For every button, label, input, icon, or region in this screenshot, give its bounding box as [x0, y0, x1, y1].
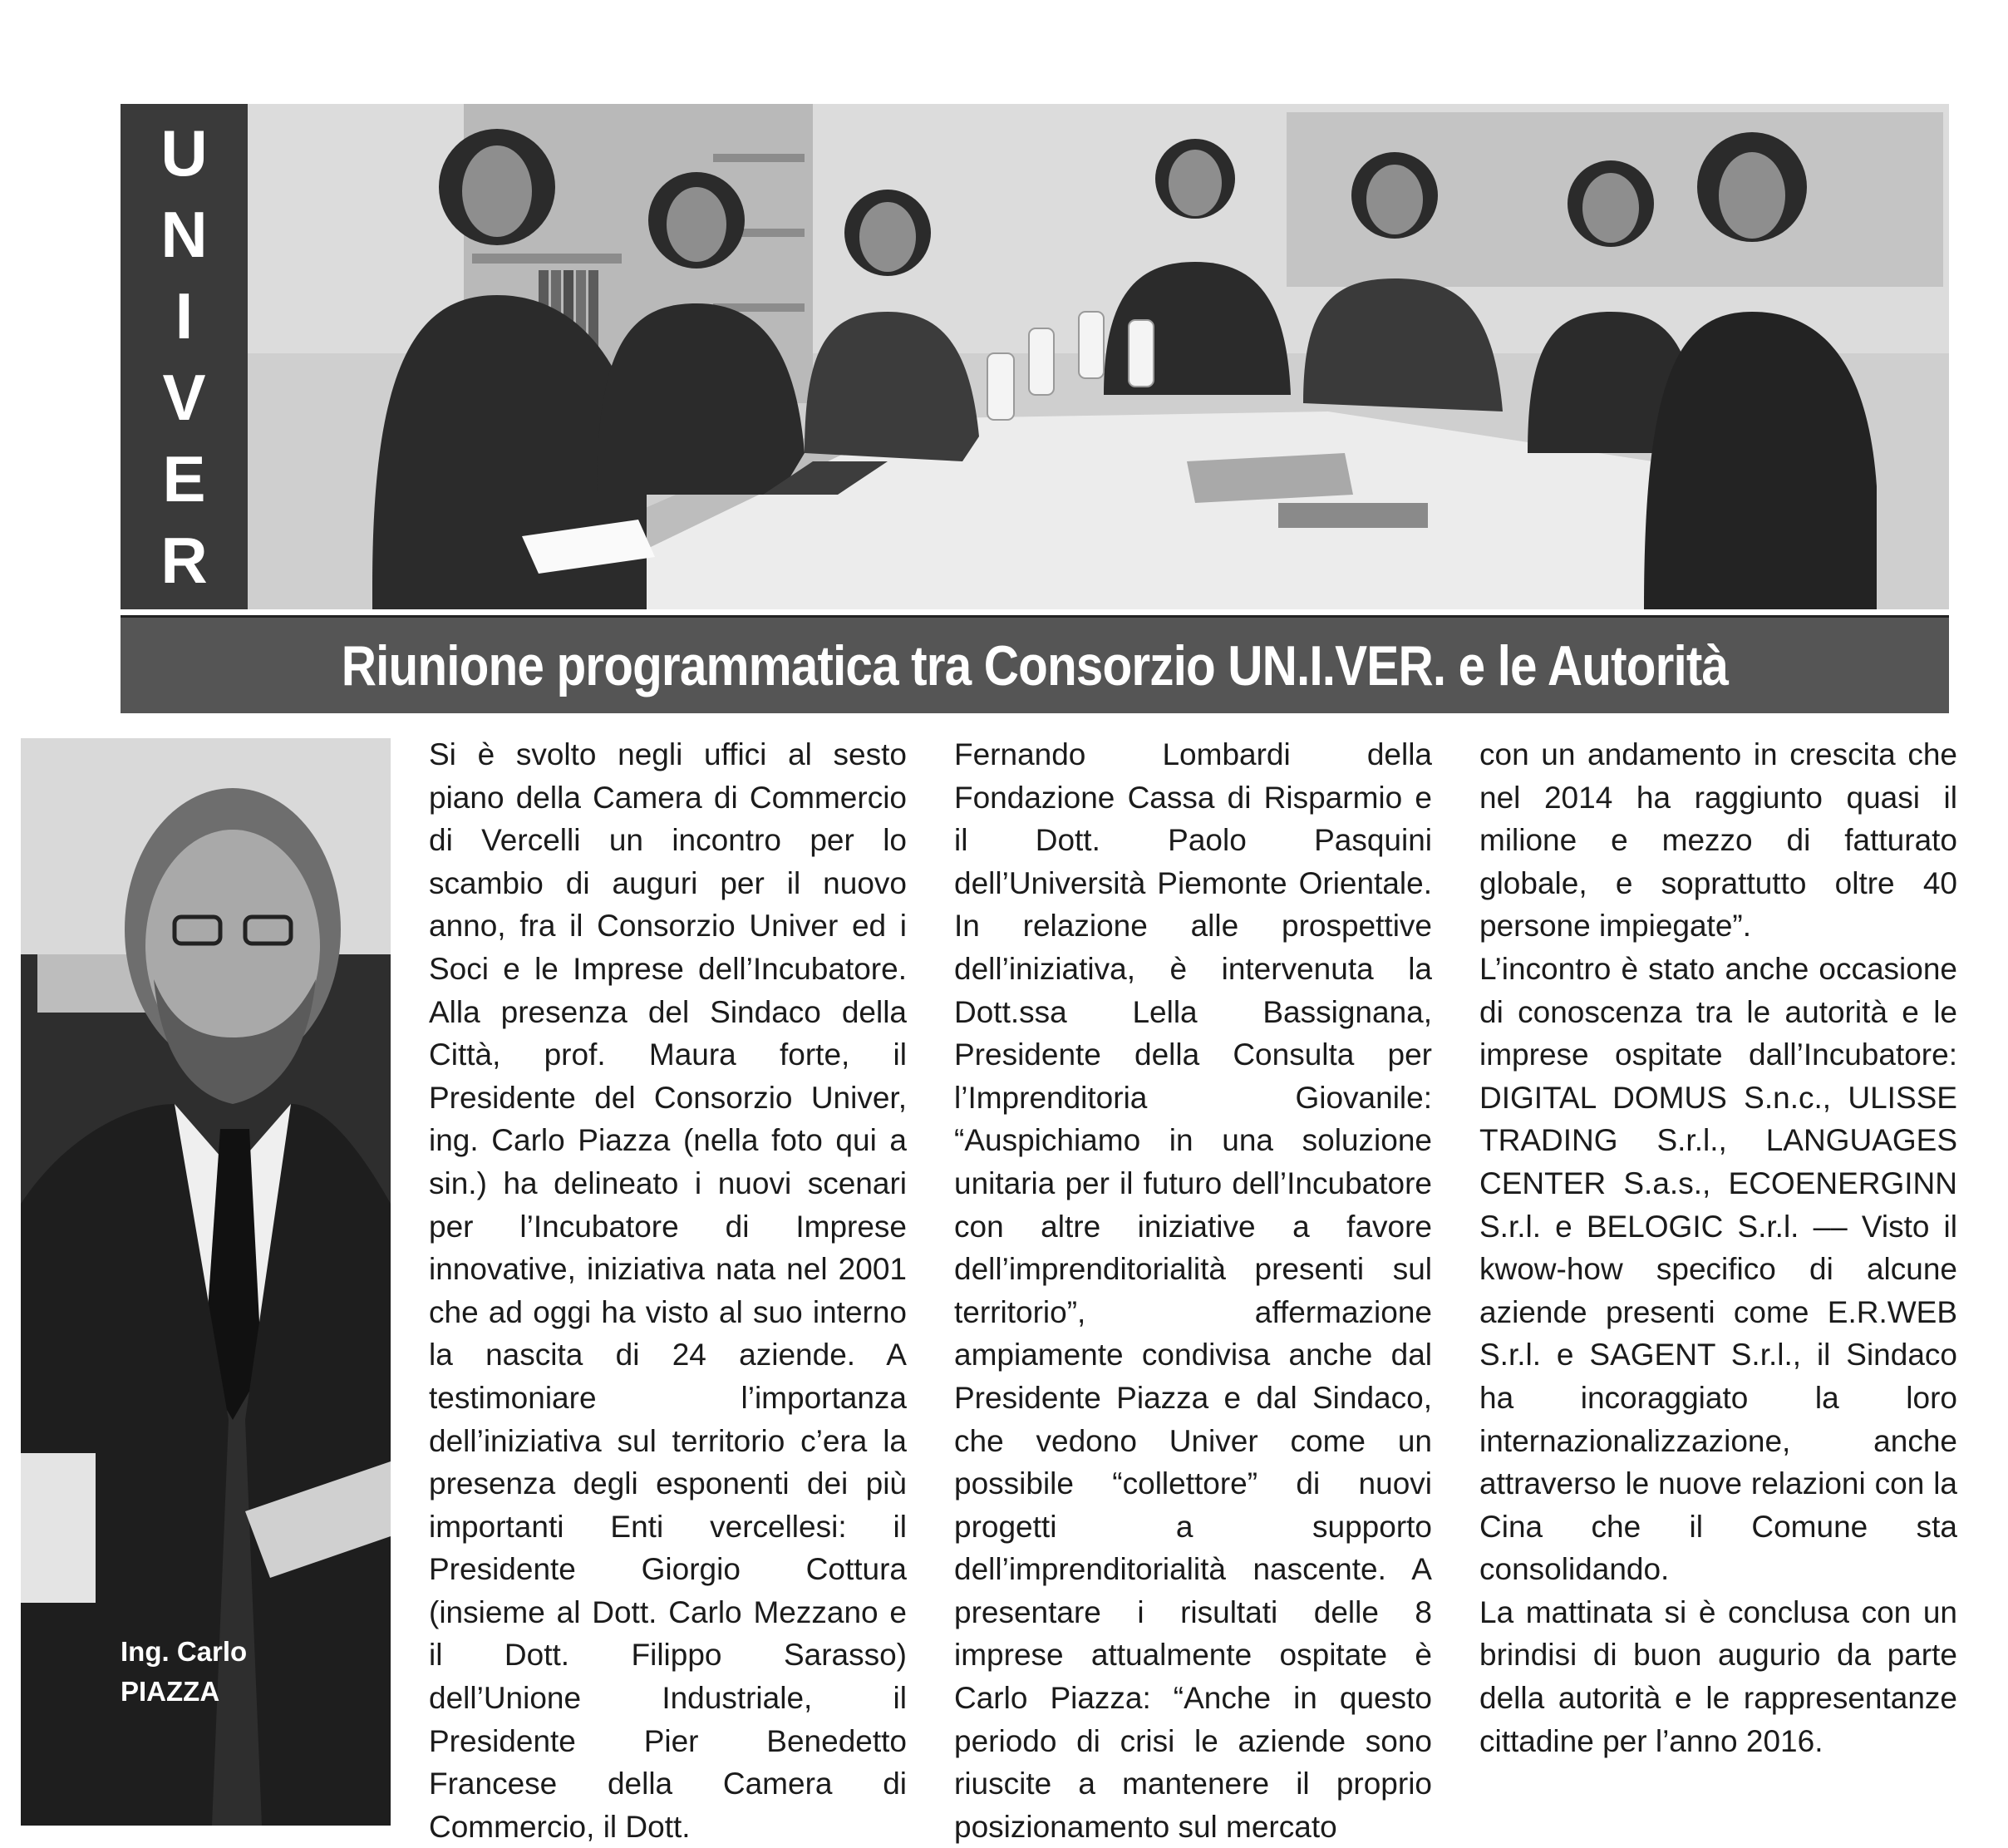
- article-paragraph: La mattinata si è conclusa con un brindisi di buon augurio da parte della autorità e le rappresentanze cittadine per l’anno 2016.: [1479, 1594, 1957, 1758]
- section-label-letter: I: [175, 279, 194, 352]
- portrait-caption-line2: PIAZZA: [121, 1676, 220, 1707]
- section-label-letter: N: [160, 198, 208, 271]
- headline-bar: [121, 615, 1949, 713]
- section-label-letter: V: [162, 361, 206, 434]
- article-paragraph: Si è svolto negli uffici al sesto piano della Camera di Commercio di Vercelli un incontro per lo scambio di auguri per il nuovo anno, fra il Consorzio Univer ed i Soci e le Imprese dell’Incubatore. Alla presenza del Sindaco della Città, prof. Maura forte, il Presidente del Consorzio Univer, ing. Carlo Piazza (nella foto qui a sin.) ha delineato i nuovi scenari per l’Incubatore di Imprese innovative, iniziativa nata nel 2001 che ad oggi ha visto al suo interno la nascita di 24 aziende. A testimoniare l’importanza dell’iniziativa sul territorio c’era la presenza degli esponenti dei più importanti Enti vercellesi: il Presidente Giorgio Cottura (insieme al Dott. Carlo Mezzano e il Dott. Filippo Sarasso) dell’Unione Industriale, il Presidente Pier Benedetto Francese della Camera di Commercio, il Dott.: [429, 737, 907, 1844]
- article-column-2: [954, 733, 1432, 1848]
- section-label-letter: U: [160, 116, 208, 190]
- top-photo-band: [121, 104, 1949, 609]
- section-label-letter: R: [160, 524, 208, 597]
- section-label-univer: [121, 104, 248, 609]
- article-paragraph: L’incontro è stato anche occasione di conoscenza tra le autorità e le imprese ospitate dall’Incubatore: DIGITAL DOMUS S.n.c., ULISSE TRADING S.r.l., LANGUAGES CENTER S.a.s., ECOENERGINN S.r.l. e BELOGIC S.r.l. –– Visto il kwow-how specifico di alcune aziende presenti come E.R.WEB S.r.l. e SAGENT S.r.l., il Sindaco ha incoraggiato la loro internazionalizzazione, anche attraverso le nuove relazioni con la Cina che il Comune sta consolidando.: [1479, 951, 1957, 1587]
- article-column-1: [429, 733, 907, 1848]
- portrait-photo: [21, 738, 391, 1826]
- article-paragraph: Fernando Lombardi della Fondazione Cassa di Risparmio e il Dott. Paolo Pasquini dell’Università Piemonte Orientale. In relazione alle prospettive dell’iniziativa, è intervenuta la Dott.ssa Lella Bassignana, Presidente della Consulta per l’Imprenditoria Giovanile: “Auspichiamo in una soluzione unitaria per il futuro dell’Incubatore con altre iniziative a favore dell’imprenditorialità presenti sul territorio”, affermazione ampiamente condivisa anche dal Presidente Piazza e dal Sindaco, che vedono Univer come un possibile “collettore” di nuovi progetti a supporto dell’imprenditorialità nascente. A presentare i risultati delle 8 imprese attualmente ospitate è Carlo Piazza: “Anche in questo periodo di crisi le aziende sono riuscite a mantenere il proprio posizionamento sul mercato: [954, 737, 1432, 1844]
- section-label-letter: E: [162, 442, 206, 515]
- meeting-photo-illustration: [248, 104, 1949, 609]
- portrait-caption-line1: Ing. Carlo: [121, 1636, 248, 1667]
- headline: Riunione programmatica tra Consorzio UN.I.VER. e le Autorità: [341, 633, 1729, 697]
- article-paragraph: con un andamento in crescita che nel 2014 ha raggiunto quasi il milione e mezzo di fatturato globale, e soprattutto oltre 40 persone impiegate”.: [1479, 737, 1957, 944]
- meeting-photo: [248, 104, 1949, 609]
- portrait-caption: [121, 1632, 247, 1712]
- article-column-3: [1479, 733, 1957, 1762]
